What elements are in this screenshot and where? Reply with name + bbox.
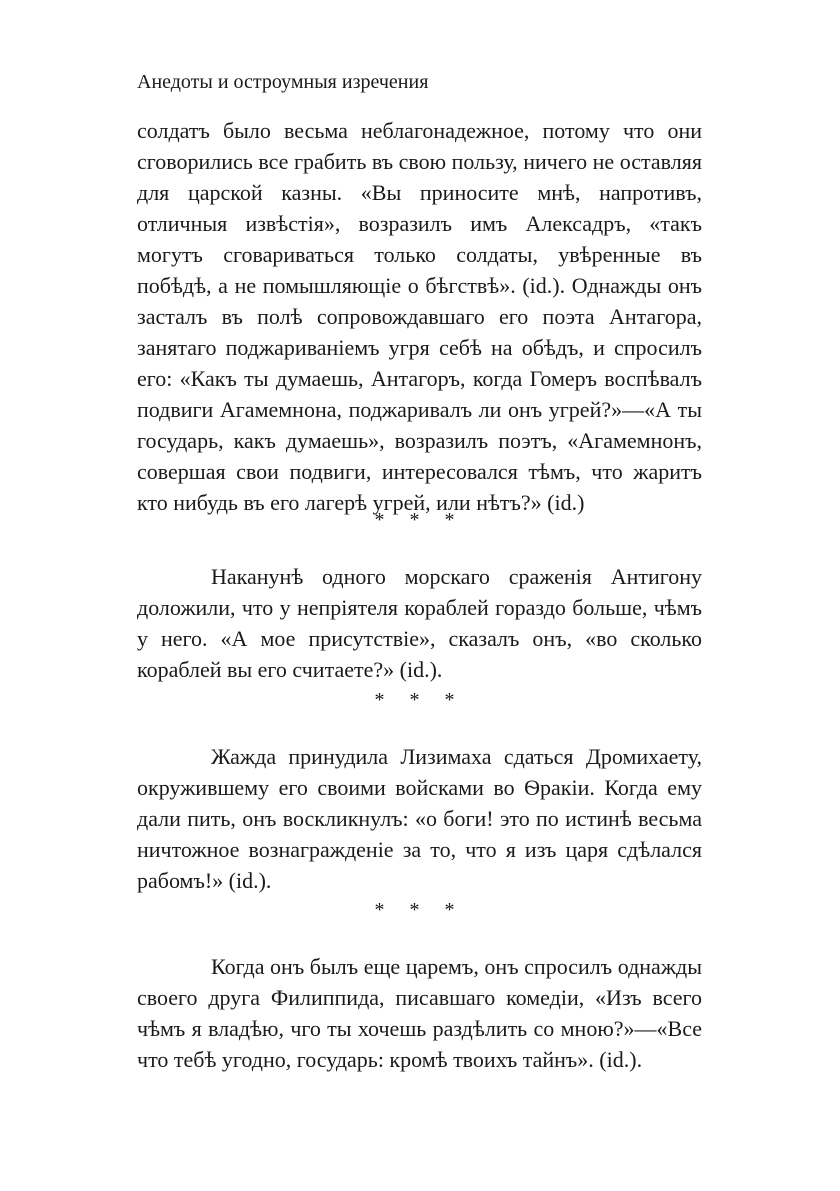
- section-separator: * * *: [374, 689, 465, 711]
- paragraph-philippides: Когда онъ былъ еще царемъ, онъ спросилъ однажды своего друга Филиппида, писавшаго комедіи, «Изъ всего чѣмъ я владѣю, чго ты хочешь раздѣлить со мною?»—«Все что тебѣ угодно, государь: кромѣ твоихъ тайнъ». (id.).: [137, 954, 702, 1072]
- paragraph-lysimachus: Жажда принудила Лизимаха сдаться Дромихаету, окружившему его своими войсками во Ѳракіи. Когда ему дали пить, онъ воскликнулъ: «о боги! это по истинѣ весьма ничтожное вознагражденіе за то, что я изъ царя сдѣлался рабомъ!» (id.).: [137, 744, 702, 893]
- paragraph-antagoras: солдатъ было весьма неблагонадежное, потому что они сговорились все грабить въ свою пользу, ничего не оставляя для царской казны. «Вы приносите мнѣ, напротивъ, отличныя извѣстія», возразилъ имъ Алексадръ, «такъ могутъ сговариваться только солдаты, увѣренные въ побѣдѣ, а не помышляющіе о бѣгствѣ». (id.). Однажды онъ засталъ въ полѣ сопровождавшаго его поэта Антагора, занятаго поджариваніемъ угря себѣ на обѣдъ, и спросилъ его: «Какъ ты думаешь, Антагоръ, когда Гомеръ воспѣвалъ подвиги Агамемнона, поджаривалъ ли онъ угрей?»—«А ты государь, какъ думаешь», возразилъ поэтъ, «Агамемнонъ, совершая свои подвиги, интересовался тѣмъ, что жаритъ кто нибудь въ его лагерѣ угрей, или нѣтъ?» (id.): [137, 118, 702, 515]
- running-header: Анедоты и остроумныя изречения: [137, 71, 429, 93]
- section-separator: * * *: [374, 509, 465, 531]
- paragraph-antigonus: Наканунѣ одного морскаго сраженія Антигону доложили, что у непріятеля кораблей гораздо больше, чѣмъ у него. «А мое присутствіе», сказалъ онъ, «во сколько кораблей вы его считаете?» (id.).: [137, 564, 702, 682]
- section-separator: * * *: [374, 899, 465, 921]
